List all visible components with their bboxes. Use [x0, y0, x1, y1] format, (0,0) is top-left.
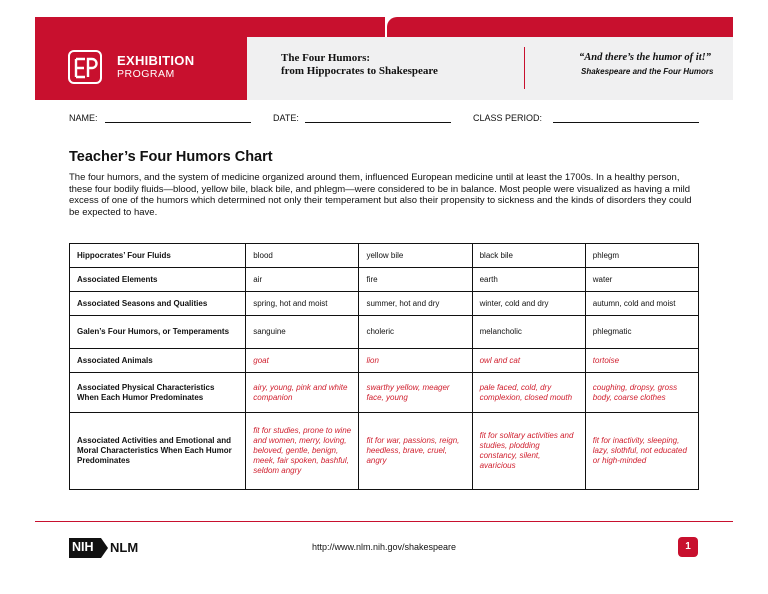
intro-paragraph: The four humors, and the system of medicine organized around them, influenced European medicine until at least the 1700s. In a healthy person, these four bodily fluids—blood, yellow bile, black bile, and phlegm—were considered to be in balance. Most people were visualized as having a mild excess of one of the humors which determined not only their temperament but also their propensity to sickness and the kinds of disorders they could be expected to have.	[69, 172, 692, 218]
row-header: Associated Physical Characteristics When Each Humor Predominates	[70, 373, 246, 413]
table-cell: phlegm	[585, 244, 698, 268]
logo-text-exhibition: EXHIBITION	[117, 53, 195, 68]
table-cell: spring, hot and moist	[246, 292, 359, 316]
table-cell: air	[246, 268, 359, 292]
table-cell: fit for solitary activities and studies, plodding constancy, silent, avaricious	[472, 413, 585, 490]
table-cell: phlegmatic	[585, 316, 698, 349]
table-cell: lion	[359, 349, 472, 373]
table-row	[70, 316, 699, 349]
table-cell: choleric	[359, 316, 472, 349]
table-cell: goat	[246, 349, 359, 373]
table-cell: black bile	[472, 244, 585, 268]
table-row	[70, 349, 699, 373]
table-cell: sanguine	[246, 316, 359, 349]
page-title: Teacher’s Four Humors Chart	[69, 149, 273, 165]
table-cell: fire	[359, 268, 472, 292]
exhibition-title: The Four Humors:	[281, 52, 371, 64]
student-info-fields	[69, 113, 699, 127]
row-header: Associated Activities and Emotional and Moral Characteristics When Each Humor Predominates	[70, 413, 246, 490]
table-row	[70, 292, 699, 316]
exhibition-subtitle: from Hippocrates to Shakespeare	[281, 65, 438, 77]
table-cell: owl and cat	[472, 349, 585, 373]
name-label: NAME:	[69, 113, 98, 123]
ep-logo-icon	[68, 50, 102, 84]
nlm-text: NLM	[110, 540, 139, 555]
table-cell: water	[585, 268, 698, 292]
table-cell: summer, hot and dry	[359, 292, 472, 316]
table-cell: fit for inactivity, sleeping, lazy, slothful, not educated or high-minded	[585, 413, 698, 490]
class-period-field[interactable]	[553, 122, 699, 123]
table-row	[70, 373, 699, 413]
header-divider	[524, 47, 525, 89]
header-band	[35, 17, 733, 100]
name-field[interactable]	[105, 122, 251, 123]
table-cell: melancholic	[472, 316, 585, 349]
table-cell: tortoise	[585, 349, 698, 373]
table-cell: yellow bile	[359, 244, 472, 268]
table-cell: earth	[472, 268, 585, 292]
nih-text: NIH	[72, 540, 94, 554]
table-cell: fit for studies, prone to wine and women, merry, loving, beloved, gentle, benign, meek, fair spoken, bashful, seldom angry	[246, 413, 359, 490]
row-header: Associated Elements	[70, 268, 246, 292]
table-cell: fit for war, passions, reign, heedless, brave, cruel, angry	[359, 413, 472, 490]
footer-divider	[35, 521, 733, 522]
class-period-label: CLASS PERIOD:	[473, 113, 543, 123]
exhibition-program-logo	[35, 37, 247, 100]
table-cell: coughing, dropsy, gross body, coarse clothes	[585, 373, 698, 413]
date-label: DATE:	[273, 113, 299, 123]
header-quote: “And there’s the humor of it!”	[579, 52, 711, 63]
four-humors-table	[69, 243, 699, 490]
table-cell: winter, cold and dry	[472, 292, 585, 316]
logo-text-program: PROGRAM	[117, 68, 175, 80]
table-cell: airy, young, pink and white companion	[246, 373, 359, 413]
row-header: Galen’s Four Humors, or Temperaments	[70, 316, 246, 349]
table-row	[70, 413, 699, 490]
header-red-bar-right	[387, 17, 733, 37]
row-header: Hippocrates’ Four Fluids	[70, 244, 246, 268]
row-header: Associated Seasons and Qualities	[70, 292, 246, 316]
table-cell: autumn, cold and moist	[585, 292, 698, 316]
date-field[interactable]	[305, 122, 451, 123]
table-row	[70, 268, 699, 292]
header-red-bar-left	[35, 17, 385, 37]
header-quote-source: Shakespeare and the Four Humors	[581, 67, 714, 76]
table-cell: pale faced, cold, dry complexion, closed mouth	[472, 373, 585, 413]
footer-url[interactable]: http://www.nlm.nih.gov/shakespeare	[311, 542, 457, 552]
header-title-area	[247, 37, 733, 100]
page-number-badge: 1	[678, 537, 698, 557]
table-row	[70, 244, 699, 268]
row-header: Associated Animals	[70, 349, 246, 373]
table-cell: swarthy yellow, meager face, young	[359, 373, 472, 413]
table-cell: blood	[246, 244, 359, 268]
